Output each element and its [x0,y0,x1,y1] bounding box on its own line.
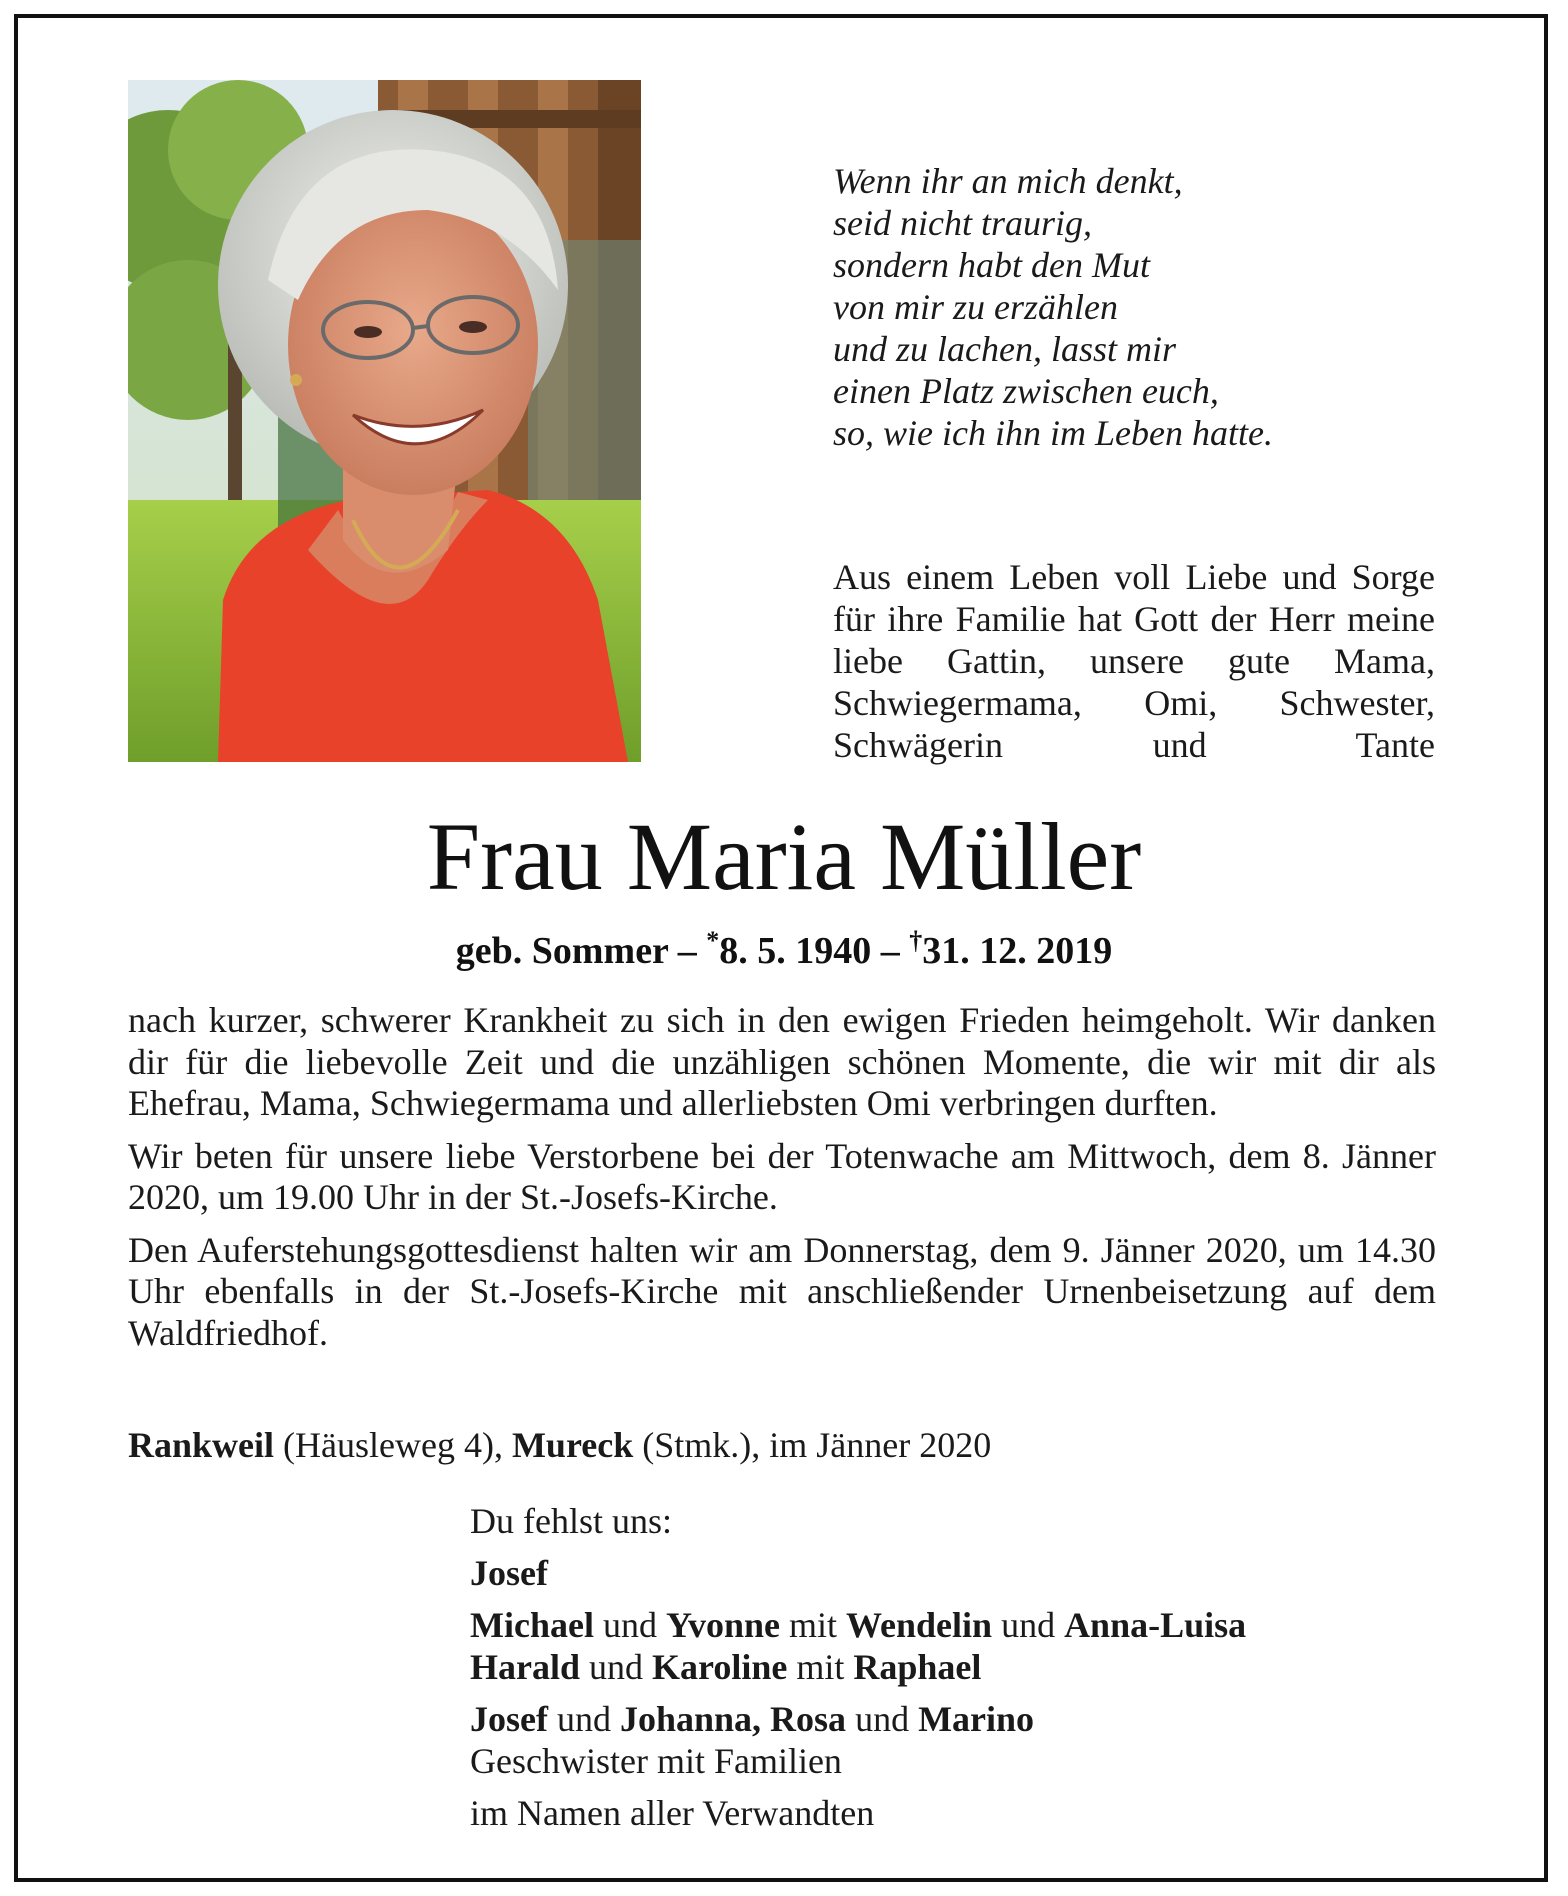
birth-date: 8. 5. 1940 [719,930,872,972]
place-date-line [128,1424,1436,1466]
mourner-row-josef [470,1552,1430,1594]
poem-line: so, wie ich ihn im Leben hatte. [833,413,1273,453]
body-paragraph-3: Den Auferstehungsgottesdienst halten wir am Donnerstag, dem 9. Jänner 2020, um 14.30 Uhr ebenfalls in der St.-Josefs-Kirche mit anschließender Urnenbeisetzung auf dem Waldfriedhof. [128,1229,1436,1353]
birth-symbol: * [706,926,720,955]
town-rankweil: Rankweil [128,1425,275,1465]
deceased-name: Frau Maria Müller [426,803,1142,910]
connector: und [593,1605,666,1645]
connector: mit [787,1647,854,1687]
poem-line: und zu lachen, lasst mir [833,329,1177,369]
mourner-name: Michael [470,1605,594,1645]
portrait-photo [128,80,641,762]
mourner-name: Josef [470,1699,548,1739]
intro-text: Aus einem Leben voll Liebe und Sorge für ihre Familie hat Gott der Herr meine liebe Gattin, unsere gute Mama, Schwiegermama, Omi, Schwester, Schwägerin und Tante [833,557,1435,765]
mourner-row-harald [470,1646,1430,1688]
connector: mit [780,1605,847,1645]
mourner-name: Wendelin [846,1605,993,1645]
mourner-name: Marino [918,1699,1035,1739]
death-symbol: † [909,926,923,955]
mourner-name: Raphael [853,1647,982,1687]
mourners-block [470,1500,1430,1834]
address-mureck: (Stmk.), im Jänner 2020 [633,1425,992,1465]
siblings-line: Geschwister mit Familien [470,1741,842,1781]
connector: und [992,1605,1065,1645]
connector: und [547,1699,620,1739]
body-paragraph-1: nach kurzer, schwerer Krankheit zu sich in den ewigen Frieden heimgeholt. Wir danken dir für die liebevolle Zeit und die unzähligen schönen Momente, die wir mit dir als Ehefrau, Mama, Schwiegermama und allerliebsten Omi verbringen durften. [128,1000,1436,1123]
mourners-heading: Du fehlst uns: [470,1501,672,1541]
mourner-name: Yvonne [665,1605,780,1645]
mourner-row-michael [470,1604,1430,1646]
mourner-name: Anna-Luisa [1064,1605,1247,1645]
connector: und [846,1699,919,1739]
poem-line: Wenn ihr an mich denkt, [833,161,1183,201]
poem-line: seid nicht traurig, [833,203,1092,243]
mourner-row-josef-johanna [470,1698,1430,1740]
address-rankweil: (Häusleweg 4), [274,1425,512,1465]
mourner-name: Johanna, Rosa [619,1699,847,1739]
mourner-name: Josef [470,1553,548,1593]
dates-line [0,918,1568,974]
death-date: 31. 12. 2019 [922,930,1113,972]
portrait-illustration [128,80,641,762]
separator: – [880,930,900,972]
town-mureck: Mureck [511,1425,634,1465]
relatives-line: im Namen aller Verwandten [470,1793,875,1833]
poem-line: sondern habt den Mut [833,245,1150,285]
mourner-name: Karoline [652,1647,788,1687]
poem-line: von mir zu erzählen [833,287,1118,327]
body-paragraph-2: Wir beten für unsere liebe Verstorbene bei der Totenwache am Mittwoch, dem 8. Jänner 2020, um 19.00 Uhr in der St.-Josefs-Kirche. [128,1135,1436,1217]
body-text [128,1000,1436,1365]
mourner-name: Harald [470,1647,581,1687]
born-name: geb. Sommer [455,930,669,972]
separator: – [677,930,697,972]
poem-line: einen Platz zwischen euch, [833,371,1219,411]
poem [833,160,1473,454]
connector: und [580,1647,653,1687]
